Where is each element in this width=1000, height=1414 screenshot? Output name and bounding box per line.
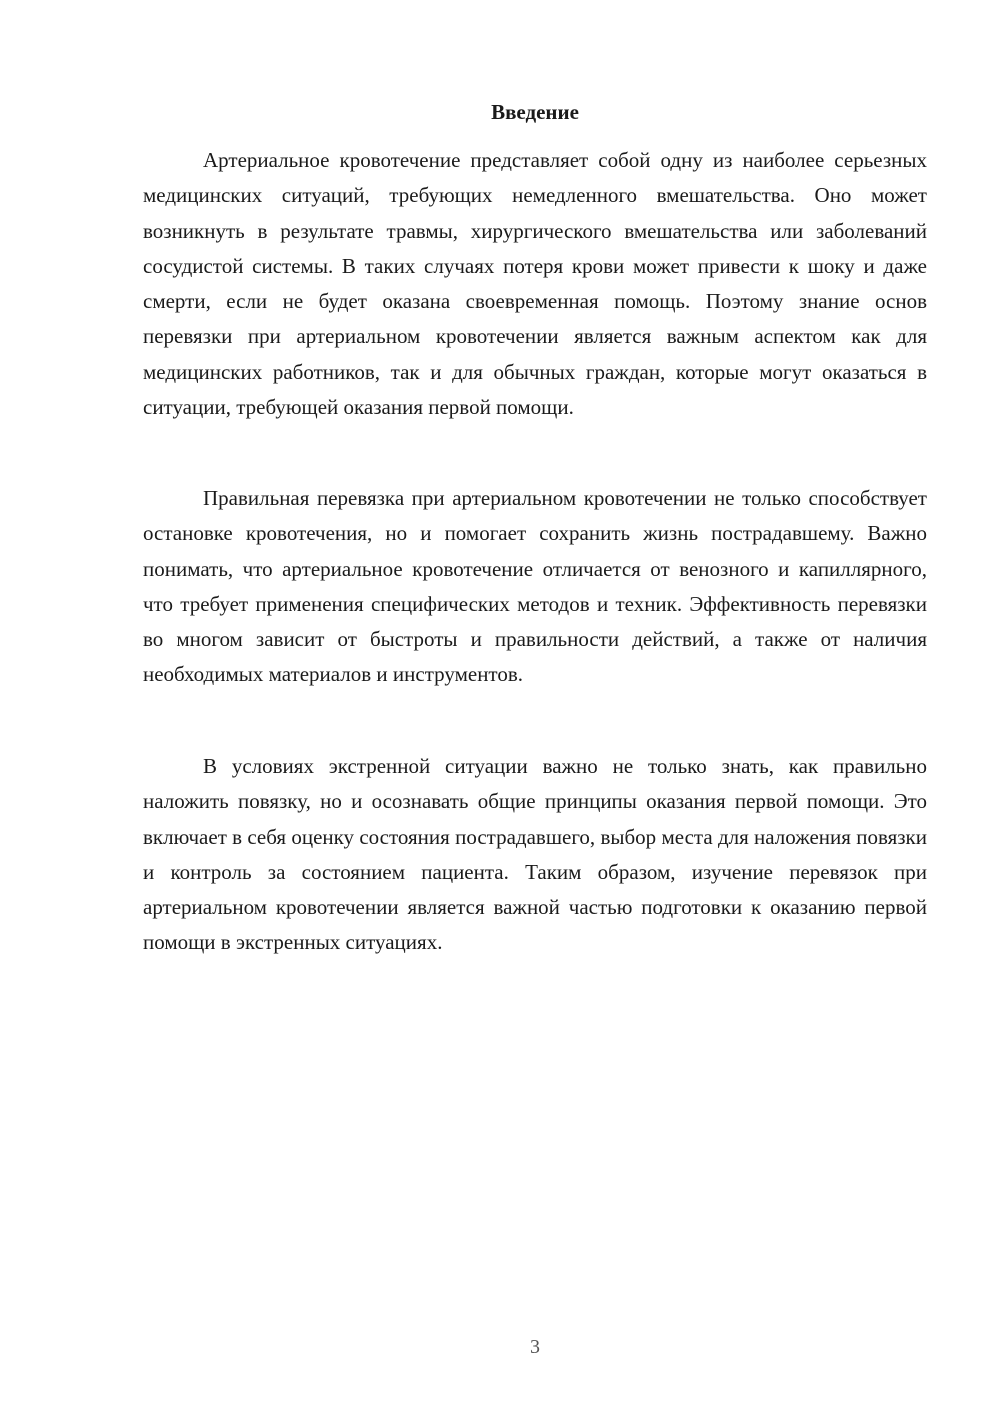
section-heading: Введение <box>491 100 579 124</box>
paragraph-1: Артериальное кровотечение представляет собой одну из наиболее серьезных медицинских ситуаций, требующих немедленного вмешательства. Оно может возникнуть в результате травмы, хирургического вмешательства или заболеваний сосудистой системы. В таких случаях потеря крови может привести к шоку и даже смерти, если не будет оказана своевременная помощь. Поэтому знание основ перевязки при артериальном кровотечении является важным аспектом как для медицинских работников, так и для обычных граждан, которые могут оказаться в ситуации, требующей оказания первой помощи. <box>143 148 927 420</box>
paragraph-2: Правильная перевязка при артериальном кровотечении не только способствует остановке кровотечения, но и помогает сохранить жизнь пострадавшему. Важно понимать, что артериальное кровотечение отличается от венозного и капиллярного, что требует применения специфических методов и техник. Эффективность перевязки во многом зависит от быстроты и правильности действий, а также от наличия необходимых материалов и инструментов. <box>143 486 927 687</box>
page-number: 3 <box>530 1336 540 1358</box>
paragraph-3: В условиях экстренной ситуации важно не только знать, как правильно наложить повязку, но и осознавать общие принципы оказания первой помощи. Это включает в себя оценку состояния пострадавшего, выбор места для наложения повязки и контроль за состоянием пациента. Таким образом, изучение перевязок при артериальном кровотечении является важной частью подготовки к оказанию первой помощи в экстренных ситуациях. <box>143 754 927 955</box>
